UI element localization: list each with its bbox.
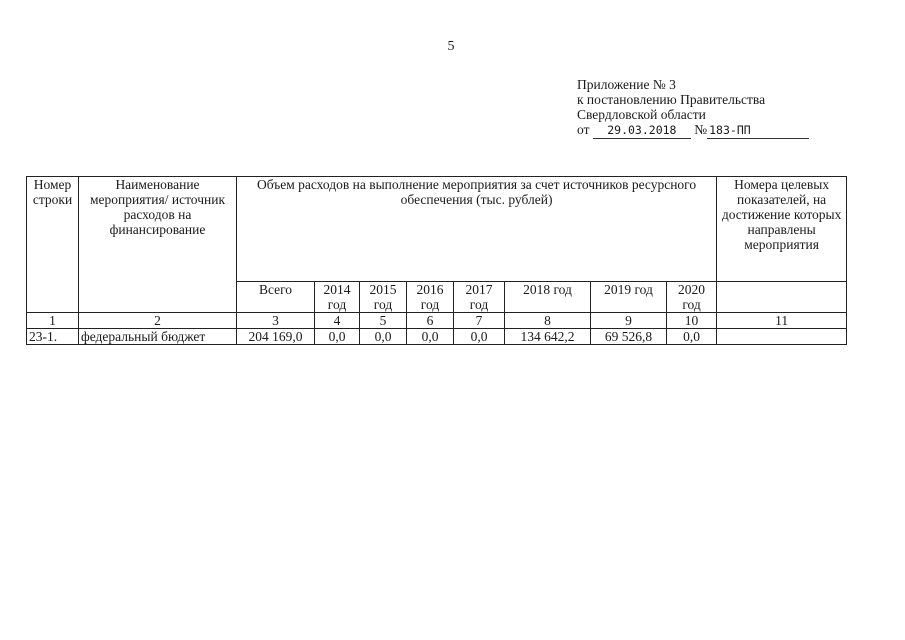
appendix-title: Приложение № 3: [577, 77, 676, 92]
cell-2020: 0,0: [667, 329, 717, 345]
cell-2018: 134 642,2: [505, 329, 591, 345]
appendix-resolution: к постановлению Правительства: [577, 92, 766, 107]
resolution-number: 183-ПП: [707, 123, 809, 139]
cell-row-number: 23-1.: [27, 329, 79, 345]
column-number: 2: [79, 313, 237, 329]
column-number: 8: [505, 313, 591, 329]
column-number: 1: [27, 313, 79, 329]
number-label: №: [694, 122, 708, 137]
cell-total: 204 169,0: [237, 329, 315, 345]
appendix-header: [577, 77, 809, 139]
cell-2016: 0,0: [407, 329, 454, 345]
page-number: 5: [447, 39, 455, 54]
header-row-number: Номер строки: [27, 177, 79, 313]
column-number: 3: [237, 313, 315, 329]
subheader-total: Всего: [237, 282, 315, 313]
subheader-2019: 2019 год: [591, 282, 667, 313]
header-expenses: Объем расходов на выполнение мероприятия за счет источников ресурсного обеспечения (тыс. рублей): [237, 177, 717, 282]
column-number: 5: [360, 313, 407, 329]
cell-2019: 69 526,8: [591, 329, 667, 345]
column-number: 9: [591, 313, 667, 329]
subheader-2016: 2016 год: [407, 282, 454, 313]
column-number: 11: [717, 313, 847, 329]
expenses-table: [26, 176, 847, 345]
subheader-2020: 2020 год: [667, 282, 717, 313]
from-label: от: [577, 122, 590, 137]
header-activity-name: Наименование мероприятия/ источник расходов на финансирование: [79, 177, 237, 313]
subheader-2014: 2014 год: [315, 282, 360, 313]
appendix-date-line: [577, 122, 809, 139]
cell-2014: 0,0: [315, 329, 360, 345]
subheader-2015: 2015 год: [360, 282, 407, 313]
appendix-region: Свердловской области: [577, 107, 706, 122]
table-row: [27, 329, 847, 345]
cell-targets: [717, 329, 847, 345]
column-number: 10: [667, 313, 717, 329]
cell-2017: 0,0: [454, 329, 505, 345]
column-number: 4: [315, 313, 360, 329]
subheader-2018: 2018 год: [505, 282, 591, 313]
column-number: 6: [407, 313, 454, 329]
column-number: 7: [454, 313, 505, 329]
cell-2015: 0,0: [360, 329, 407, 345]
subheader-2017: 2017 год: [454, 282, 505, 313]
table-header-row: [27, 177, 847, 282]
resolution-date: 29.03.2018: [593, 123, 691, 139]
cell-name: федеральный бюджет: [79, 329, 237, 345]
header-targets: Номера целевых показателей, на достижение которых направлены мероприятия: [717, 177, 847, 282]
column-number-row: [27, 313, 847, 329]
subheader-targets-empty: [717, 282, 847, 313]
